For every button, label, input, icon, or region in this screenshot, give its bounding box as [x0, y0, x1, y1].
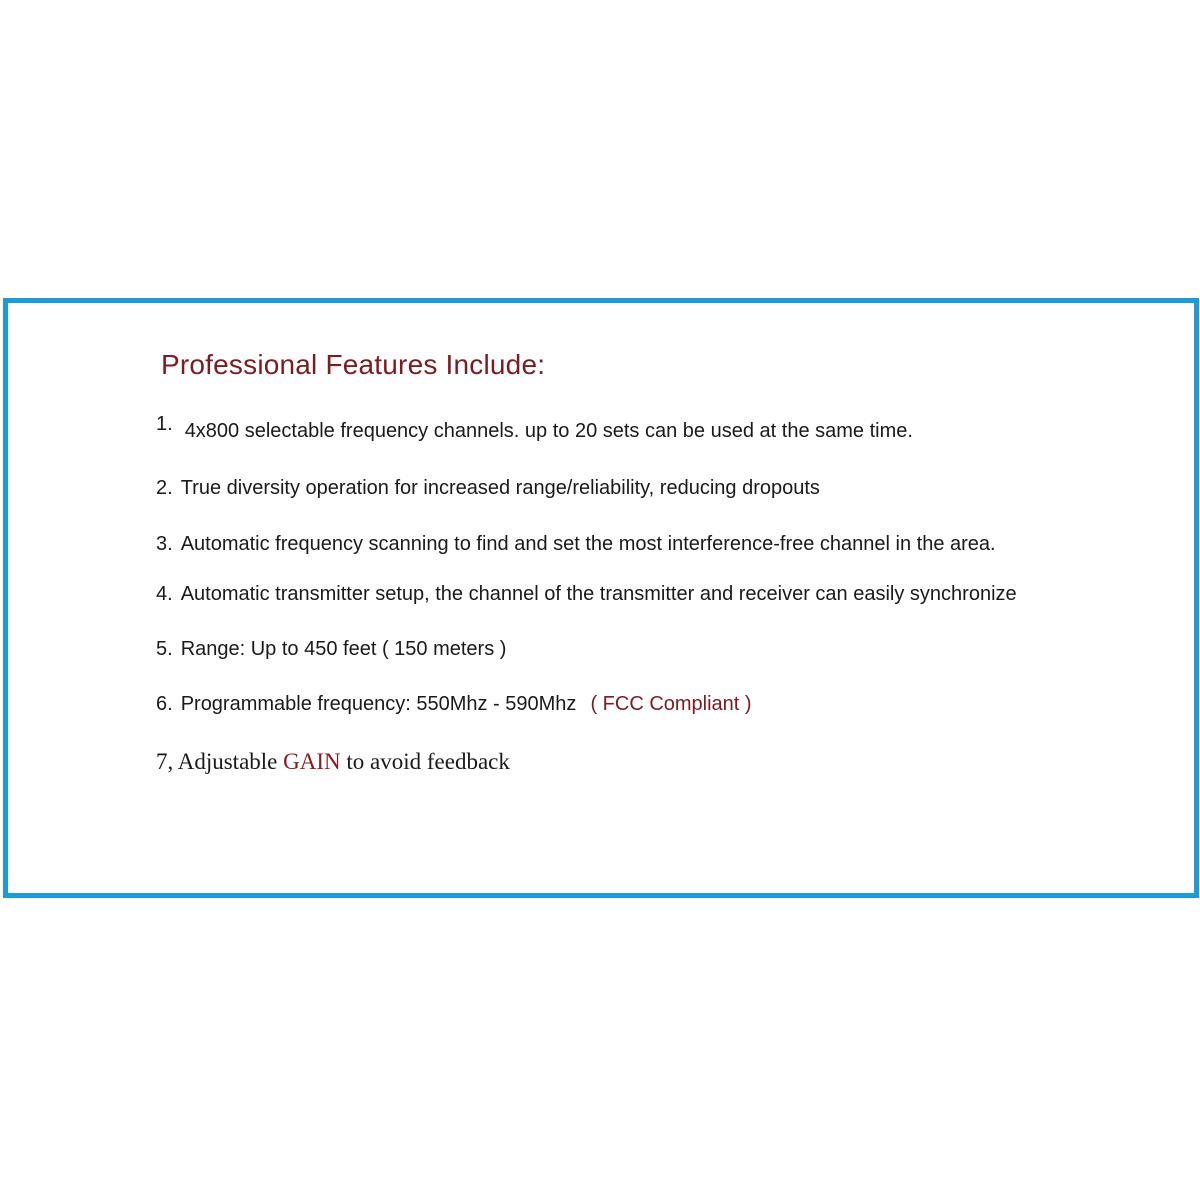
feature-text: 4x800 selectable frequency channels. up to 20 sets can be used at the same time. — [184, 420, 913, 442]
feature-number: 4. — [156, 583, 173, 605]
feature-item-1 — [156, 413, 913, 443]
feature-item-5 — [156, 638, 506, 661]
feature-number: 5. — [156, 638, 173, 660]
feature-text: Programmable frequency: 550Mhz - 590Mhz — [180, 693, 577, 715]
gain-highlight: GAIN — [283, 749, 341, 774]
feature-number: 6. — [156, 693, 173, 715]
feature-item-7 — [156, 749, 510, 775]
feature-item-3 — [156, 533, 996, 556]
feature-text: Automatic frequency scanning to find and set the most interference-free channel in the area. — [180, 533, 996, 555]
panel-title: Professional Features Include: — [161, 349, 546, 380]
feature-number: 2. — [156, 477, 173, 499]
feature-text: Automatic transmitter setup, the channel of the transmitter and receiver can easily synchronize — [180, 583, 1017, 605]
feature-item-4 — [156, 583, 1017, 606]
feature-text: Range: Up to 450 feet ( 150 meters ) — [180, 638, 507, 660]
feature-text: True diversity operation for increased range/reliability, reducing dropouts — [180, 477, 820, 499]
feature-number: 1. — [156, 413, 173, 435]
feature-suffix: to avoid feedback — [346, 749, 510, 774]
feature-prefix: 7, Adjustable — [156, 749, 278, 774]
fcc-compliance-note: ( FCC Compliant ) — [590, 693, 752, 715]
feature-number: 3. — [156, 533, 173, 555]
feature-item-6 — [156, 693, 752, 716]
features-panel — [3, 298, 1199, 898]
feature-item-2 — [156, 477, 820, 500]
